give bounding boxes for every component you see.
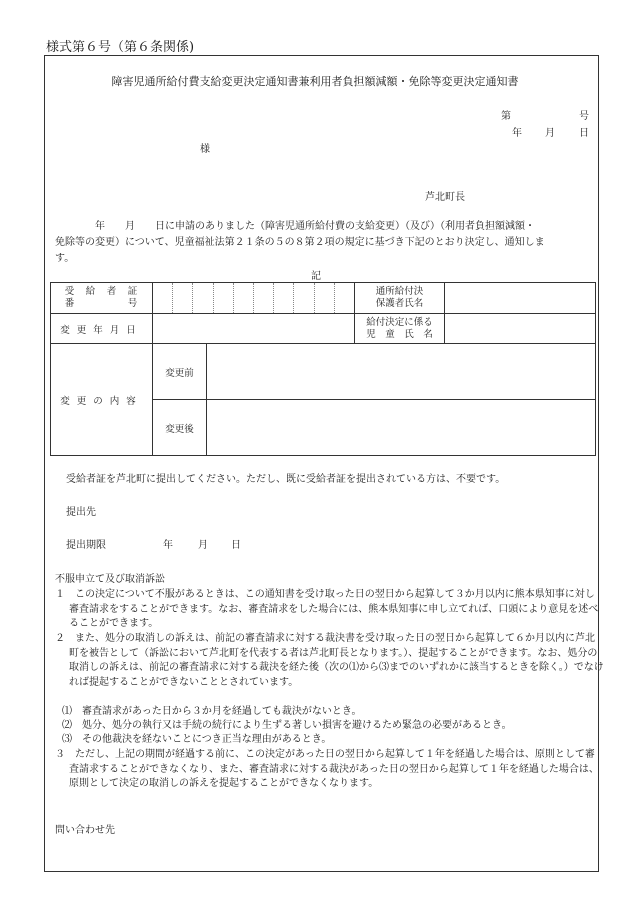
number-label-go: 号 [579,111,589,122]
deadline-day-label: 日 [231,540,241,551]
before-change-field[interactable] [207,344,596,400]
appeal-heading: 不服申立て及び取消訴訟 [55,574,165,585]
submission-destination-label: 提出先 [66,507,96,518]
number-label-dai: 第 [501,111,511,122]
child-name-field[interactable] [445,314,596,344]
deadline-month-label: 月 [198,540,208,551]
intro-line-3: す。 [55,253,75,264]
deadline-year-label: 年 [163,540,173,551]
ki-heading: 記 [311,271,321,282]
addressee-honorific: 様 [200,144,210,155]
guardian-name-field[interactable] [445,283,596,314]
change-content-label: 変更の内容 [51,344,153,456]
appeal-condition-3: ⑶ その他裁決を経ないことにつき正当な理由があるとき。 [62,734,332,745]
guardian-name-label: 通所給付決 保護者氏名 [355,283,445,314]
form-number: 様式第６号（第６条関係) [46,40,195,55]
intro-line-2: 免除等の変更）について、児童福祉法第２１条の５の８第２項の規定に基づき下記のとおり決定し、通知しま [55,237,545,248]
appeal-condition-1: ⑴ 審査請求があった日から３か月を経過しても裁決がないとき。 [62,706,362,717]
after-change-field[interactable] [207,400,596,456]
intro-line-1: 年 月 日に申請のありました（障害児通所給付費の支給変更）（及び）（利用者負担額減額・ [95,221,535,232]
appeal-condition-2: ⑵ 処分、処分の執行又は手続の続行により生ずる著しい損害を避けるため緊急の必要があるとき。 [62,720,512,731]
date-year-label: 年 [512,128,522,139]
change-date-label: 変更年月日 [51,314,153,344]
before-change-label: 変更前 [153,344,207,400]
appeal-paragraph-2: ２ また、処分の取消しの訴えは、前記の審査請求に対する裁決書を受け取った日の翌日から起算して６か月以内に芦北町を被告として（訴訟において芦北町を代表する者は芦北町長となります。）、提起することができます。なお、処分の取消しの訴えは、前記の審査請求に対する裁決を経た後（次の⑴から⑶までのいずれかに該当するときを除く。）でなければ提起することができないこととされています。 [55,633,604,688]
change-date-field[interactable] [153,314,355,344]
submission-note: 受給者証を芦北町に提出してください。ただし、既に受給者証を提出されている方は、不要です。 [66,474,506,485]
recipient-number-label: 受 給 者 証 番 号 [51,283,153,314]
appeal-paragraph-1: １ この決定について不服があるときは、この通知書を受け取った日の翌日から起算して３か月以内に熊本県知事に対し審査請求をすることができます。なお、審査請求をした場合には、熊本県知事に申し立てれば、口頭により意見を述べることができます。 [55,589,599,629]
submission-deadline-label: 提出期限 [66,540,106,551]
document-title: 障害児通所給付費支給変更決定通知書兼利用者負担額減額・免除等変更決定通知書 [111,75,519,88]
appeal-paragraph-3: ３ ただし、上記の期間が経過する前に、この決定があった日の翌日から起算して１年を経過した場合は、原則として審査請求することができなくなり、また、審査請求に対する裁決があった日の翌日から起算して１年を経過した場合は、原則として決定の取消しの訴えを提起することができなくなります。 [55,749,599,789]
contact-label: 問い合わせ先 [55,825,115,836]
after-change-label: 変更後 [153,400,207,456]
date-day-label: 日 [579,128,589,139]
recipient-number-boxes[interactable] [153,283,355,314]
decision-table [50,282,596,456]
date-month-label: 月 [545,128,555,139]
child-name-label: 給付決定に係る 児 童 氏 名 [355,314,445,344]
issuer-name: 芦北町長 [425,192,465,203]
